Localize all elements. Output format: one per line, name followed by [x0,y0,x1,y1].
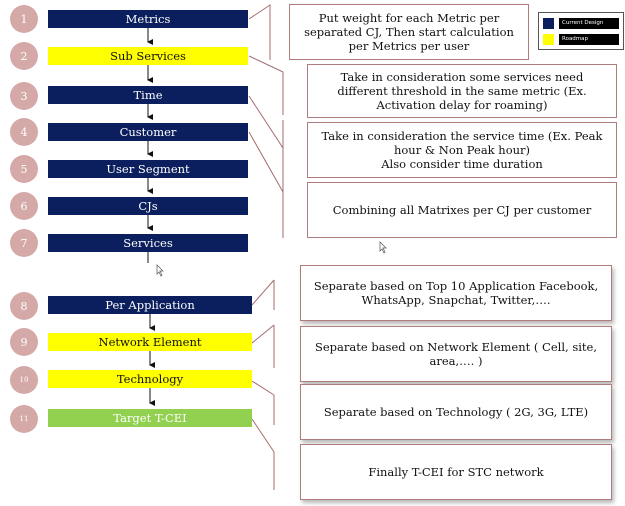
step-network-element: Network Element [48,333,252,351]
connector-target [252,419,274,452]
step-number-4: 4 [10,118,38,146]
legend-current-design [543,18,619,29]
note-time [307,122,617,178]
legend-roadmap [543,34,619,45]
step-per-application: Per Application [48,296,252,314]
note-time-line1: Take in consideration the service time (Ex. Peak hour & Non Peak hour) [321,129,603,157]
connector-per-app [252,280,274,305]
step-sub-services: Sub Services [48,47,248,65]
note-technology: Separate based on Technology ( 2G, 3G, LTE) [300,384,612,440]
note-time-line2: Also consider time duration [381,157,543,171]
cursor-icon-2 [157,265,163,276]
connector-network [252,325,274,343]
legend-current-swatch [543,18,554,29]
step-number-6: 6 [10,192,38,220]
legend [538,12,624,50]
step-number-10: 10 [10,366,38,394]
step-number-5: 5 [10,155,38,183]
legend-current-label: Current Design [559,18,619,29]
cursor-icon [380,242,386,253]
note-sub-services: Take in consideration some services need different threshold in the same metric (Ex. Activation delay for roaming) [307,64,617,118]
note-metrics: Put weight for each Metric per separated CJ, Then start calculation per Metrics per user [289,4,529,60]
step-number-9: 9 [10,328,38,356]
note-target: Finally T-CEI for STC network [300,444,612,500]
step-number-8: 8 [10,292,38,320]
legend-roadmap-swatch [543,34,554,45]
step-cjs: CJs [48,197,248,215]
step-target-tcei: Target T-CEI [48,409,252,427]
legend-roadmap-label: Roadmap [559,34,619,45]
step-user-segment: User Segment [48,160,248,178]
connector-metrics [249,5,270,60]
step-metrics: Metrics [48,10,248,28]
step-number-1: 1 [10,5,38,33]
step-services: Services [48,234,248,252]
step-number-7: 7 [10,229,38,257]
step-number-11: 11 [10,405,38,433]
step-number-2: 2 [10,42,38,70]
step-customer: Customer [48,123,248,141]
connector-subservices [249,56,283,72]
note-cjs: Combining all Matrixes per CJ per customer [307,182,617,238]
note-per-application: Separate based on Top 10 Application Facebook, WhatsApp, Snapchat, Twitter,…. [300,265,612,321]
step-technology: Technology [48,370,252,388]
step-number-3: 3 [10,82,38,110]
step-time: Time [48,86,248,104]
connector-technology [252,381,274,395]
note-network-element: Separate based on Network Element ( Cell, site, area,…. ) [300,326,612,382]
